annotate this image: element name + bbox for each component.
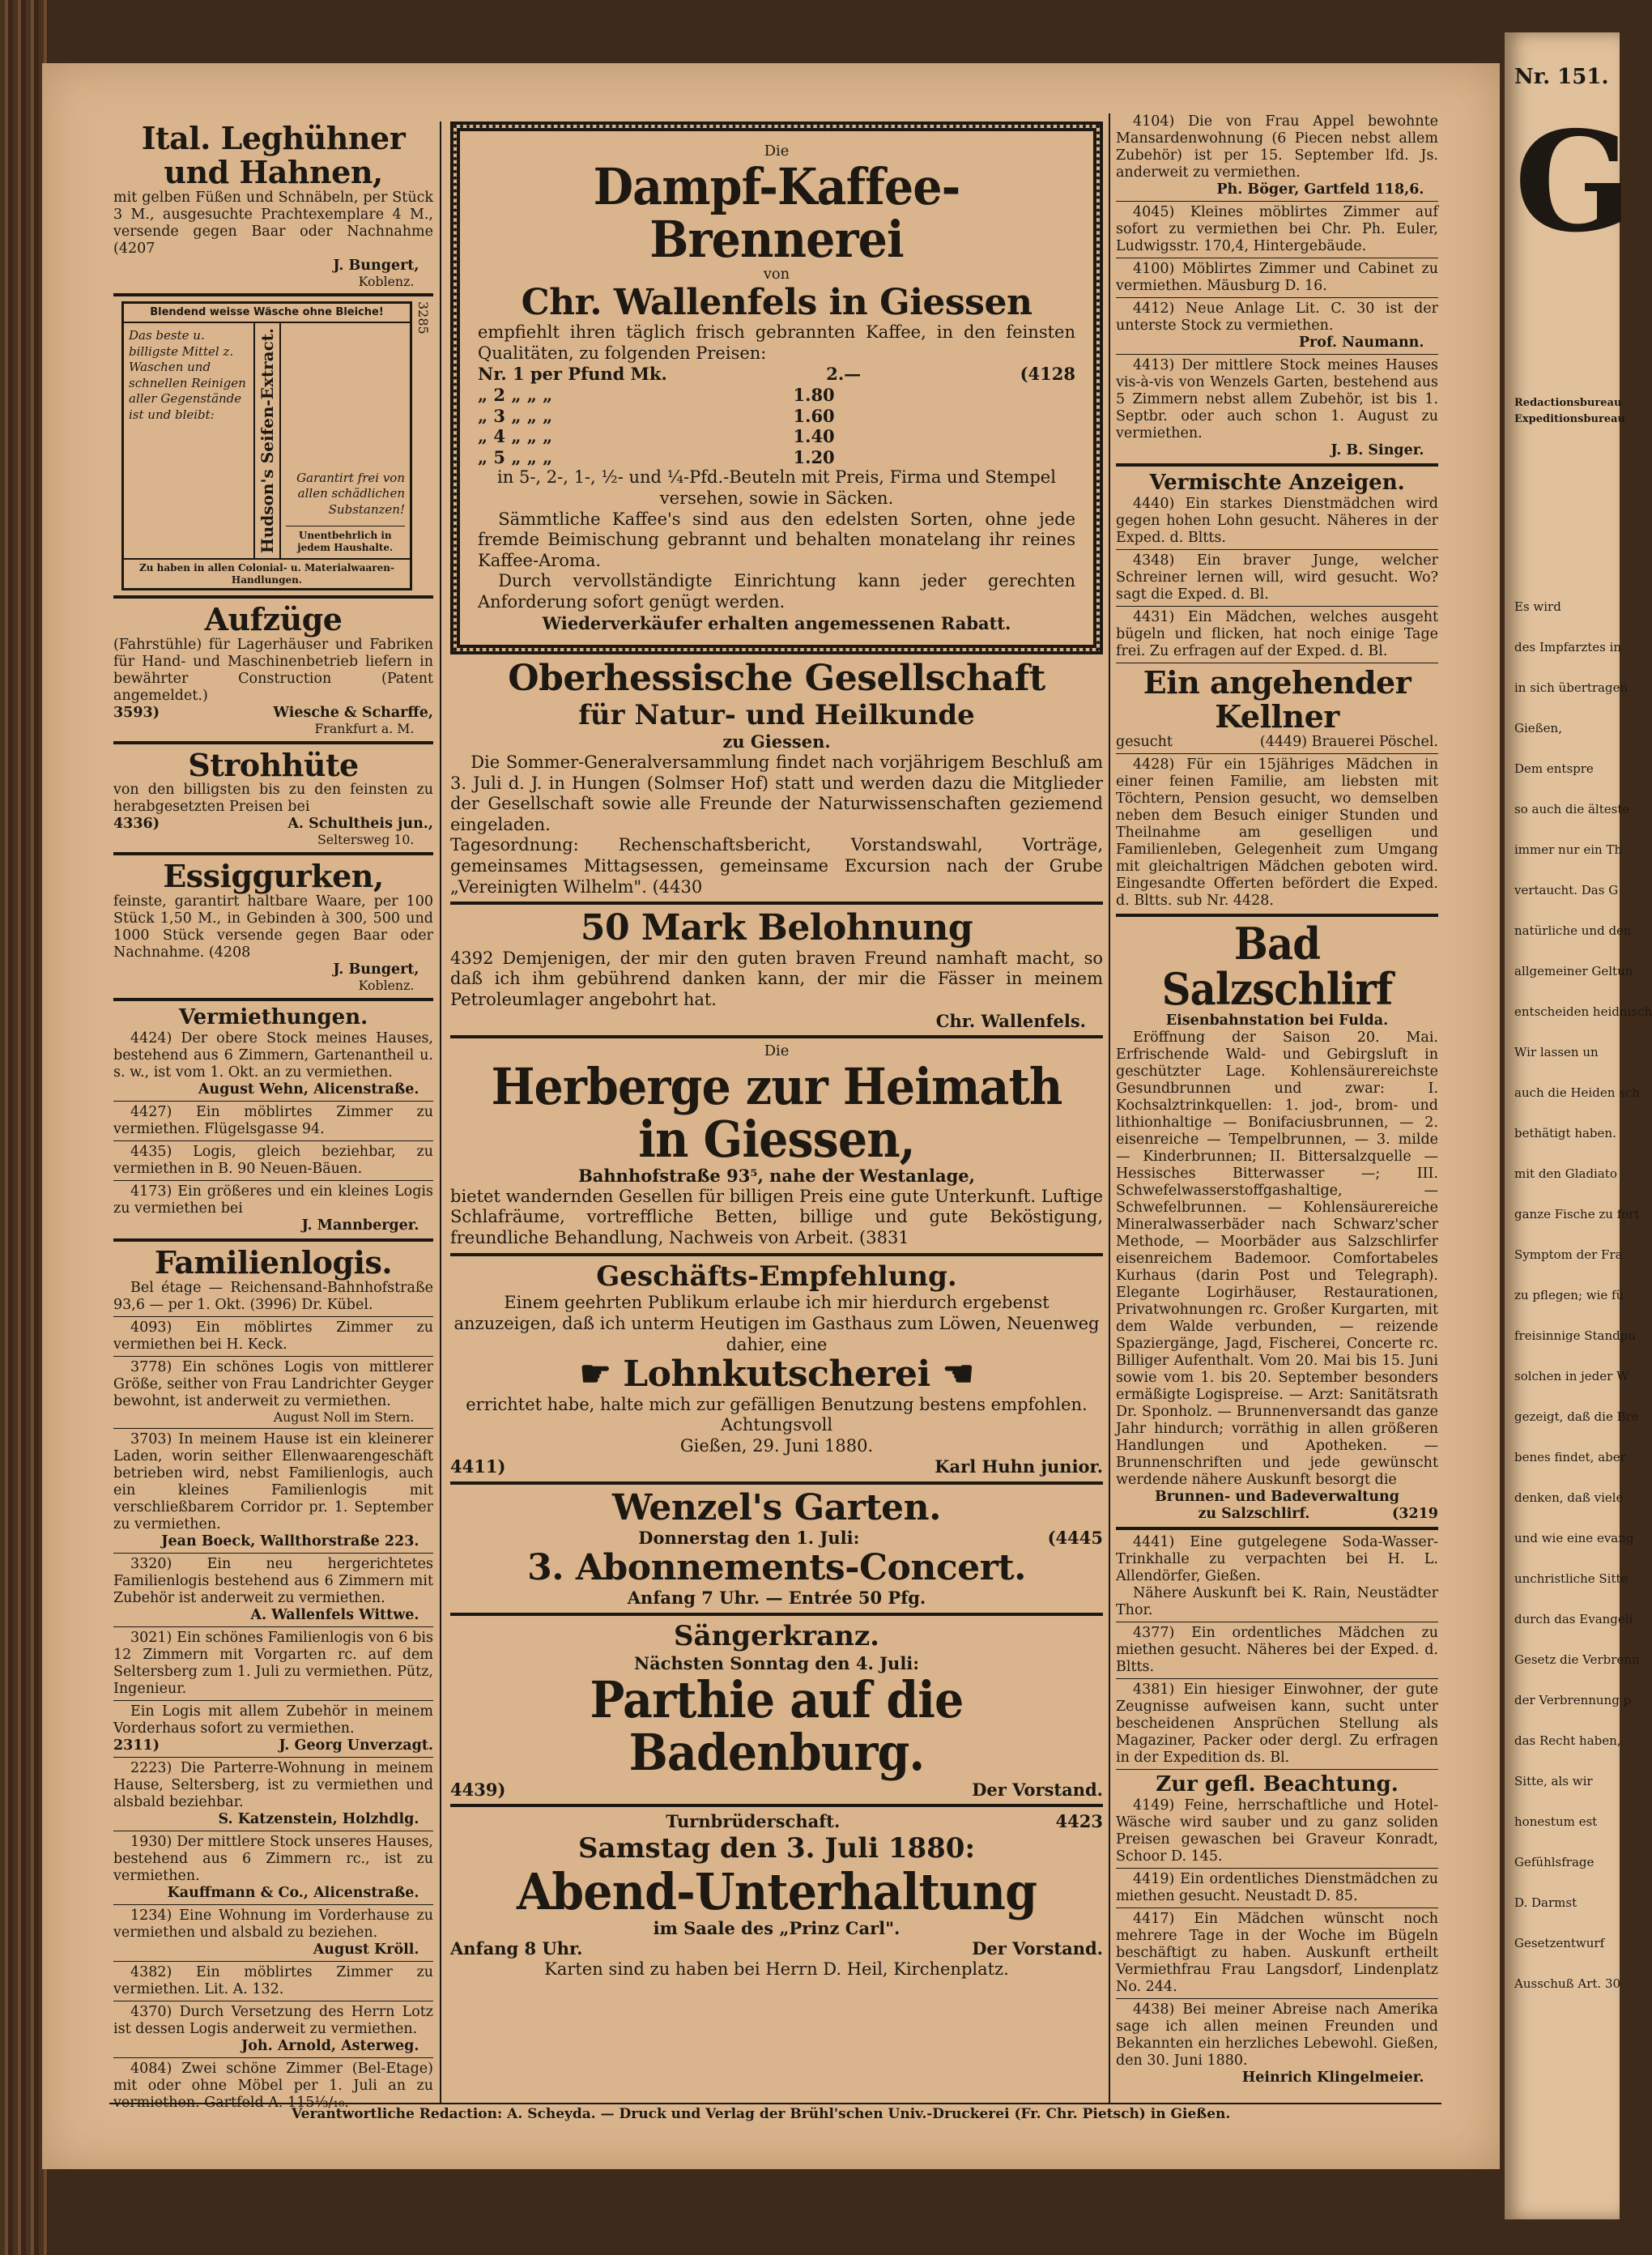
divider <box>113 1626 433 1627</box>
ad-paragraph: Ein Logis mit allem Zubehör in meinem Vorderhaus sofort zu vermiethen. <box>113 1703 433 1737</box>
ad-line-cell: Der Vorstand. <box>972 1938 1103 1959</box>
next-page-text-fragment: solchen in jeder W <box>1514 1369 1629 1383</box>
ad-headline: 50 Mark Belohnung <box>580 907 973 949</box>
divider <box>113 1553 433 1554</box>
section-title: Geschäfts-Empfehlung. <box>596 1260 957 1293</box>
ad-small-text: Die <box>764 1042 790 1060</box>
divider <box>1116 1998 1438 1999</box>
divider <box>450 1253 1103 1256</box>
hudson-soap-ad <box>121 301 412 590</box>
ad-paragraph: 4377) Ein ordentliches Mädchen zu miethen gesucht. Näheres bei der Exped. d. Bltts. <box>1116 1625 1438 1676</box>
next-page-text-fragment: so auch die älteste <box>1514 802 1630 816</box>
bureau-line: Redactionsbureau <box>1514 397 1622 409</box>
ad-address: Seltersweg 10. <box>317 832 415 848</box>
divider <box>450 1613 1103 1616</box>
ad-number: 3285 <box>415 301 432 335</box>
ad-line-cell: Karl Huhn junior. <box>935 1456 1103 1477</box>
ad-paragraph: 4424) Der obere Stock meines Hauses, bestehend aus 6 Zimmern, Gartenantheil u. s. w., ist vom 1. Okt. an zu vermiethen. <box>113 1030 433 1081</box>
next-page-text-fragment: Sitte, als wir <box>1514 1774 1593 1788</box>
divider <box>113 741 433 744</box>
ad-line-cell: 1.60 <box>793 405 835 426</box>
ad-paragraph: 4431) Ein Mädchen, welches ausgeht bügeln und flicken, hat noch einige Tage frei. Zu erfragen auf der Exped. d. Bl. <box>1116 609 1438 660</box>
ad-line-cell: „ 2 „ „ „ <box>478 384 553 405</box>
ad-paragraph: 3320) Ein neu hergerichtetes Familienlogis bestehend aus 6 Zimmern mit Zubehör ist anderweit zu vermiethen. <box>113 1555 433 1606</box>
ad-signature: August Kröll. <box>313 1941 419 1958</box>
ad-signature: J. Bungert, <box>333 961 419 978</box>
ad-paragraph: Die Sommer-Generalversammlung findet nach vorjährigem Beschluß am 3. Juli d. J. in Hungen (Solmser Hof) statt und werden dazu die Mitglieder der Gesellschaft sowie alle Freunde der Naturwissenschaften geziemend eingeladen. <box>450 752 1103 834</box>
ad-text-centered: Einem geehrten Publikum erlaube ich mir hierdurch ergebenst anzuzeigen, daß ich unterm Heutigen im Gasthaus zum Löwen, Neuenweg dahier, eine <box>453 1293 1100 1354</box>
ad-paragraph: 4427) Ein möblirtes Zimmer zu vermiethen. Flügelsgasse 94. <box>113 1104 433 1138</box>
ad-signature: J. Bungert, <box>333 257 419 274</box>
next-page-text-fragment: des Impfarztes in <box>1514 640 1622 654</box>
divider <box>1116 201 1438 202</box>
divider <box>113 2057 433 2058</box>
right-column <box>1116 113 1438 2102</box>
ad-text-emphasis: Brunnen- und Badeverwaltung <box>1154 1489 1399 1506</box>
divider <box>113 595 433 599</box>
divider <box>113 1316 433 1317</box>
section-title: Zur gefl. Beachtung. <box>1156 1772 1399 1797</box>
ad-line <box>450 1938 1103 1959</box>
ad-display-title: Bad Salzschlirf <box>1161 917 1393 1016</box>
ad-signature: Prof. Naumann. <box>1298 335 1424 351</box>
ad-paragraph: 4045) Kleines möblirtes Zimmer auf sofort zu vermiethen bei Chr. Ph. Euler, Ludwigsstr. 170,4, Hintergebäude. <box>1116 204 1438 254</box>
divider <box>113 1757 433 1758</box>
ad-banner: Blendend weisse Wäsche ohne Bleiche! <box>124 304 410 323</box>
ad-line-cell: Nr. 1 per Pfund Mk. <box>478 364 667 385</box>
ad-signature: Ph. Böger, Gartfeld 118,6. <box>1216 181 1424 198</box>
ad-line <box>478 447 1075 468</box>
ad-paragraph: 4417) Ein Mädchen wünscht noch mehrere Tage in der Woche im Bügeln beschäftigt zu haben. Auskunft ertheilt Vermiethfrau Frau Langsdorf, Lindenplatz No. 244. <box>1116 1911 1438 1996</box>
ad-signature: Kauffmann & Co., Alicenstraße. <box>167 1884 419 1901</box>
ad-text-emphasis: Bahnhofstraße 93⁵, nahe der Westanlage, <box>578 1166 975 1187</box>
section-title: Vermiethungen. <box>178 1005 368 1030</box>
ad-paragraph: von den billigsten bis zu den feinsten zu herabgesetzten Preisen bei <box>113 782 433 816</box>
next-page-text-fragment: freisinnige Standpu <box>1514 1328 1637 1343</box>
ad-small-text: von <box>763 265 790 283</box>
next-page-text-fragment: denken, daß viele <box>1514 1490 1624 1505</box>
ad-line-cell: (3219 <box>1392 1506 1438 1523</box>
ad-small-text: Die <box>764 143 790 160</box>
ad-paragraph: 4413) Der mittlere Stock meines Hauses vis-à-vis von Wenzels Garten, bestehend aus 5 Zimmern nebst allem Zubehör, ist bis 1. Septbr. oder auch schon 1. August zu vermiethen. <box>1116 357 1438 441</box>
next-page-text-fragment: Wir lassen un <box>1514 1045 1599 1059</box>
divider <box>1116 1769 1438 1770</box>
ad-headline: Familienlogis. <box>154 1244 393 1281</box>
ad-signature: Chr. Wallenfels. <box>935 1010 1086 1031</box>
ad-headline: Aufzüge <box>204 600 343 637</box>
column-divider <box>1109 113 1110 2104</box>
ad-paragraph: empfiehlt ihren täglich frisch gebrannten Kaffee, in den feinsten Qualitäten, zu folgenden Preisen: <box>478 322 1075 363</box>
ad-headline: Chr. Wallenfels in Giessen <box>521 281 1032 323</box>
ad-headline: Ital. Leghühner und Hahnen, <box>141 120 406 190</box>
ad-footer: Zu haben in allen Colonial- u. Materialwaaren-Handlungen. <box>124 558 410 588</box>
column-divider <box>440 121 441 2104</box>
ad-line-cell: 2311) <box>113 1737 160 1754</box>
ad-text-emphasis: Eisenbahnstation bei Fulda. <box>1165 1012 1389 1029</box>
ad-line <box>113 816 433 833</box>
ad-signature: J. Mannberger. <box>301 1217 419 1234</box>
section-title: Vermischte Anzeigen. <box>1149 471 1405 495</box>
ad-paragraph: 4149) Feine, herrschaftliche und Hotel-Wäsche wird sauber und zu ganz soliden Preisen gewaschen bei Graveur Konradt, Schoor D. 145. <box>1116 1797 1438 1865</box>
ad-headline: Essiggurken, <box>163 858 384 895</box>
ad-address: Koblenz. <box>358 273 415 289</box>
ad-paragraph: Eröffnung der Saison 20. Mai. Erfrischende Wald- und Gebirgsluft in geschützter Lage. Kohlensäurereichste Gesundbrunnen und zwar: I. Kochsalztrinkquellen: 1. jod-, brom- und lithionhaltige — Bonifaciusbrunnen, — 2. eisenreiche — Tempelbrunnen, — 3. milde — Kinderbrunnen; II. Bittersalzquelle — Hessisches Bitterwasser —; III. Schwefelwasserstoffgashaltige, — Schwefelbrunnen. — Kohlensäurereiche Mineralwasserbäder nach Schwarz'scher Methode, — Moorbäder aus Salzschlirfer eisenreichem Bademoor. Comfortabeles Kurhaus (darin Post und Telegraph). Elegante Logirhäuser, Restaurationen, Privatwohnungen rc. Großer Kurgarten, mit dem Walde verbunden, — reizende Spaziergänge, Jagd, Fischerei, Concerte rc. Billiger Aufenthalt. Vom 20. Mai bis 15. Juni sowie vom 1. bis 20. September besonders ermäßigte Logispreise. — Arzt: Sanitätsrath Dr. Sponholz. — Brunnenversandt das ganze Jahr hindurch; vorräthig in allen größeren Handlungen und Apotheken. — Brunnenschriften und jede gewünscht werdende nähere Auskunft besorgt die <box>1116 1029 1438 1489</box>
ad-headline: Oberhessische Gesellschaft <box>508 658 1045 700</box>
ad-paragraph: Nähere Auskunft bei K. Rain, Neustädter Thor. <box>1116 1585 1438 1619</box>
hudson-soap-ad-wrapper <box>121 301 433 590</box>
ad-paragraph: 4441) Eine gutgelegene Soda-Wasser-Trinkhalle zu verpachten bei H. L. Allendörfer, Gießen. <box>1116 1534 1438 1585</box>
ad-line-cell: (4128 <box>1020 364 1075 385</box>
ad-paragraph: 4428) Für ein 15jähriges Mädchen in einer feinen Familie, am liebsten mit Töchtern, Pension gesucht, wo demselben neben dem Besuch einiger Stunden und Theilnahme am geselligen und Familienleben, Gelegenheit zum Umgang mit gleichaltrigen Mädchen geboten wird. Eingesandte Offerten befördert die Exped. d. Bltts. sub Nr. 4428. <box>1116 756 1438 909</box>
divider <box>1116 1678 1438 1679</box>
divider <box>1116 463 1438 467</box>
ad-line-cell: 4423 <box>1055 1811 1103 1832</box>
next-page-text-fragment: immer nur ein Th <box>1514 842 1623 857</box>
ad-paragraph: 4382) Ein möblirtes Zimmer zu vermiethen. Lit. A. 132. <box>113 1963 433 1997</box>
ad-paragraph: 1234) Eine Wohnung im Vorderhause zu vermiethen und alsbald zu beziehen. <box>113 1907 433 1941</box>
ad-text-emphasis: im Saale des „Prinz Carl". <box>653 1917 901 1938</box>
ad-line-cell: (4449) Brauerei Pöschel. <box>1259 733 1438 750</box>
divider <box>450 1804 1103 1807</box>
ad-line <box>450 1528 1103 1549</box>
next-page-text-fragment: und wie eine evang <box>1514 1531 1634 1545</box>
next-page-text-fragment: natürliche und den <box>1514 923 1632 938</box>
divider <box>113 1961 433 1962</box>
ad-text-centered: errichtet habe, halte mich zur gefälligen Benutzung bestens empfohlen. Achtungsvoll <box>466 1394 1088 1435</box>
ad-address: August Noll im Stern. <box>273 1409 415 1426</box>
divider <box>1116 297 1438 298</box>
next-page-text-fragment: durch das Evangeli <box>1514 1612 1633 1626</box>
divider <box>1116 1527 1438 1530</box>
ad-paragraph: Tagesordnung: Rechenschaftsbericht, Vorstandswahl, Vorträge, gemeinsames Mittagsessen, gemeinsame Excursion nach der Grube „Vereinigten Wilhelm". (4430 <box>450 835 1103 897</box>
ad-display-title: Abend-Unterhaltung <box>516 1861 1037 1921</box>
ad-text: Garantirt frei von allen schädlichen Substanzen! <box>296 470 405 517</box>
ad-line <box>1116 734 1438 751</box>
next-page-text-fragment: das Recht haben, <box>1514 1733 1621 1748</box>
ad-line-cell: gesucht <box>1116 733 1173 750</box>
ad-line <box>478 406 1075 427</box>
ad-signature: Joh. Arnold, Asterweg. <box>241 2037 419 2054</box>
next-page-text-fragment: in sich übertragen <box>1514 680 1629 695</box>
ad-line-cell: Anfang 8 Uhr. <box>450 1938 583 1959</box>
ad-line-cell: J. Georg Unverzagt. <box>279 1737 433 1754</box>
ad-line-cell: 3593) <box>113 704 160 721</box>
ad-line-cell: Turnbrüderschaft. <box>666 1811 841 1832</box>
ad-text-emphasis: zu Giessen. <box>722 731 831 752</box>
next-page-text-fragment: benes findet, aber <box>1514 1450 1626 1464</box>
ad-text-centered: Gießen, 29. Juni 1880. <box>679 1435 874 1456</box>
ad-line <box>113 705 433 722</box>
ad-line <box>450 1456 1103 1477</box>
ad-display-title: Parthie auf die Badenburg. <box>590 1670 964 1783</box>
ad-paragraph: 3021) Ein schönes Familienlogis von 6 bis 12 Zimmern mit Vorgarten rc. auf dem Seltersberg zum 1. Juli zu vermiethen. Pütz, Ingenieur. <box>113 1629 433 1697</box>
middle-column <box>450 121 1103 2102</box>
ad-paragraph: 3778) Ein schönes Logis von mittlerer Größe, seither von Frau Landrichter Geyger bewohnt, ist anderweit zu vermiethen. <box>113 1359 433 1410</box>
next-page-text-fragment: entscheiden heidnisch <box>1514 1004 1652 1019</box>
next-page-text-fragment: Gesetzentwurf <box>1514 1936 1605 1950</box>
next-page-text-fragment: D. Darmst <box>1514 1895 1577 1910</box>
ad-signature: S. Katzenstein, Holzhdlg. <box>218 1810 419 1827</box>
ad-paragraph: 4370) Durch Versetzung des Herrn Lotz ist dessen Logis anderweit zu vermiethen. <box>113 2003 433 2037</box>
ad-headline: ☛ Lohnkutscherei ☚ <box>579 1353 974 1396</box>
divider <box>113 998 433 1001</box>
ad-line-cell: Donnerstag den 1. Juli: <box>638 1528 860 1549</box>
section-title: Sängerkranz. <box>674 1619 879 1652</box>
section-title: für Natur- und Heilkunde <box>578 698 975 731</box>
divider <box>113 1140 433 1141</box>
ad-signature: Jean Boeck, Wallthorstraße 223. <box>161 1532 419 1550</box>
divider <box>1116 1868 1438 1869</box>
ad-line <box>478 385 1075 406</box>
divider <box>113 293 433 296</box>
ad-paragraph: 1930) Der mittlere Stock unseres Hauses, bestehend aus 6 Zimmern rc., ist zu vermiethen. <box>113 1833 433 1884</box>
imprint-footer: Verantwortliche Redaction: A. Scheyda. — Druck und Verlag der Brühl'schen Univ.-Druckerei (Fr. Chr. Pietsch) in Gießen. <box>292 2106 1231 2122</box>
ad-line <box>450 1811 1103 1832</box>
divider <box>113 852 433 855</box>
ad-paragraph: 4438) Bei meiner Abreise nach Amerika sage ich allen meinen Freunden und Bekannten ein herzliches Lebewohl. Gießen, den 30. Juni 1880. <box>1116 2001 1438 2070</box>
ad-line <box>478 426 1075 447</box>
next-page-text-fragment: Ausschuß Art. 30 <box>1514 1976 1621 1991</box>
ad-line-cell: Wiesche & Scharffe, <box>273 704 433 721</box>
ad-headline: 3. Abonnements-Concert. <box>527 1546 1026 1588</box>
ad-paragraph: 4392 Demjenigen, der mir den guten braven Freund namhaft macht, so daß ich ihm gebührend danken kann, der mir die Fässer in meinem Petroleumlager angebohrt hat. <box>450 948 1103 1009</box>
ad-paragraph: 4440) Ein starkes Dienstmädchen wird gegen hohen Lohn gesucht. Näheres in der Exped. d. Bltts. <box>1116 496 1438 547</box>
ad-paragraph: 4381) Ein hiesiger Einwohner, der gute Zeugnisse aufweisen kann, sucht unter bescheidenen Ansprüchen Stellung als Magaziner, Packer oder dergl. Zu erfragen in der Expedition ds. Bl. <box>1116 1682 1438 1767</box>
divider <box>1116 606 1438 607</box>
next-page-text-fragment: Es wird <box>1514 599 1561 614</box>
ad-display-title: Dampf-Kaffee-Brennerei <box>593 156 960 269</box>
next-page-edge <box>1505 32 1652 2219</box>
ad-line-cell: A. Schultheis jun., <box>287 816 433 833</box>
ad-signature: J. B. Singer. <box>1331 442 1424 458</box>
divider <box>113 1428 433 1429</box>
ad-text-centered: in 5-, 2-, 1-, ½- und ¼-Pfd.-Beuteln mit Preis, Firma und Stempel versehen, sowie in Säcken. <box>497 467 1056 508</box>
ad-line-cell: „ 5 „ „ „ <box>478 446 553 467</box>
next-page-text-fragment: vertaucht. Das G <box>1514 883 1619 897</box>
next-page-text-fragment: auch die Heiden sch <box>1514 1085 1640 1100</box>
next-page-text-fragment: honestum est <box>1514 1814 1598 1829</box>
ad-line <box>478 364 1075 385</box>
divider <box>450 1481 1103 1485</box>
product-band: Hudson's Seifen-Extract. <box>253 323 281 558</box>
divider <box>1116 549 1438 550</box>
ad-headline: Wenzel's Garten. <box>612 1486 941 1528</box>
ad-line-cell: Der Vorstand. <box>972 1779 1103 1800</box>
divider <box>1116 914 1438 917</box>
ad-text-centered: Karten sind zu haben bei Herrn D. Heil, Kirchenplatz. <box>544 1959 1009 1979</box>
bureau-line: Expeditionsbureau <box>1514 413 1625 425</box>
ad-line-cell: 4411) <box>450 1456 506 1477</box>
divider <box>450 902 1103 905</box>
next-page-text-fragment: mit den Gladiato <box>1514 1166 1617 1181</box>
ad-paragraph: mit gelben Füßen und Schnäbeln, per Stück 3 M., ausgesuchte Prachtexemplare 4 M., versende gegen Baar oder Nachnahme (4207 <box>113 189 433 257</box>
book-binding <box>0 0 49 2255</box>
ad-line-cell: „ 4 „ „ „ <box>478 426 553 447</box>
ad-line-cell: 4439) <box>450 1779 506 1800</box>
ad-paragraph: 2223) Die Parterre-Wohnung in meinem Hause, Seltersberg, ist zu vermiethen und alsbald beziehbar. <box>113 1759 433 1810</box>
ad-body <box>124 323 410 558</box>
next-page-text-fragment: Symptom der Fra <box>1514 1247 1623 1262</box>
next-page-text-fragment: Gesetz die Verbrenn <box>1514 1652 1640 1667</box>
divider <box>113 1180 433 1181</box>
ad-line-cell: (4445 <box>1047 1528 1103 1549</box>
ad-paragraph: 4435) Logis, gleich beziehbar, zu vermiethen in B. 90 Neuen-Bäuen. <box>113 1144 433 1178</box>
left-column <box>113 120 433 2111</box>
next-page-text-fragment: bethätigt haben. <box>1514 1126 1616 1140</box>
ad-paragraph: (Fahrstühle) für Lagerhäuser und Fabriken für Hand- und Maschinenbetrieb liefern in bewährter Construction (Patent angemeldet.) <box>113 636 433 704</box>
ornamental-frame-ad <box>450 121 1103 654</box>
next-page-text-fragment: Gießen, <box>1514 721 1562 735</box>
ad-text-emphasis: Anfang 7 Uhr. — Entrée 50 Pfg. <box>627 1588 926 1609</box>
ad-paragraph: 4104) Die von Frau Appel bewohnte Mansardenwohnung (6 Piecen nebst allem Zubehör) ist per 15. September lfd. Js. anderweit zu vermiethen. <box>1116 113 1438 181</box>
section-title: Samstag den 3. Juli 1880: <box>578 1831 975 1865</box>
ad-line-cell: 1.80 <box>793 384 835 405</box>
ad-paragraph: bietet wandernden Gesellen für billigen Preis eine gute Unterkunft. Luftige Schlafräume, vortreffliche Betten, billige und gute Beköstigung, freundliche Behandlung, Nachweis von Arbeit. (3831 <box>450 1186 1103 1247</box>
next-page-text-fragment: Gefühlsfrage <box>1514 1855 1595 1869</box>
ad-paragraph: 4173) Ein größeres und ein kleines Logis zu vermiethen bei <box>113 1183 433 1217</box>
next-page-text-fragment: allgemeiner Geltun <box>1514 964 1633 978</box>
ad-paragraph: 4412) Neue Anlage Lit. C. 30 ist der unterste Stock zu vermiethen. <box>1116 301 1438 334</box>
ad-paragraph: 4084) Zwei schöne Zimmer (Bel-Etage) mit oder ohne Möbel per 1. Juli an zu vermiethen. Gartfeld A. 115⅓/₁₀. <box>113 2060 433 2111</box>
next-page-text-fragment: unchristliche Sitte <box>1514 1571 1629 1586</box>
ad-display-title: Herberge zur Heimath in Giessen, <box>491 1056 1062 1169</box>
ad-text: Das beste u. billigste Mittel z. Waschen und schnellen Reinigen aller Gegenstände ist und bleibt: <box>129 328 246 422</box>
next-page-text-fragment: Dem entspre <box>1514 761 1594 776</box>
ad-line-cell: zu Salzschlirf. <box>1198 1506 1310 1523</box>
divider <box>113 1904 433 1905</box>
issue-number: Nr. 151. <box>1514 65 1609 89</box>
ad-paragraph: Durch vervollständigte Einrichtung kann jeder gerechten Anforderung sofort genügt werden. <box>478 571 1075 612</box>
ad-headline: Strohhüte <box>188 746 359 783</box>
ad-address: Koblenz. <box>358 978 415 994</box>
ad-headline: Ein angehender Kellner <box>1143 664 1411 735</box>
ad-paragraph: feinste, garantirt haltbare Waare, per 100 Stück 1,50 M., in Gebinden à 300, 500 und 1000 Stück versende gegen Baar oder Nachnahme. (4208 <box>113 893 433 961</box>
ad-signature: A. Wallenfels Wittwe. <box>250 1606 419 1623</box>
next-page-text-fragment: der Verbrennung p <box>1514 1693 1632 1707</box>
ad-paragraph: 4419) Ein ordentliches Dienstmädchen zu miethen gesucht. Neustadt D. 85. <box>1116 1871 1438 1905</box>
ad-paragraph: Bel étage — Reichensand-Bahnhofstraße 93,6 — per 1. Okt. (3996) Dr. Kübel. <box>113 1280 433 1314</box>
ad-paragraph: 4348) Ein braver Junge, welcher Schreiner lernen will, wird gesucht. Wo? sagt die Exped. d. Bl. <box>1116 552 1438 603</box>
ad-paragraph: Sämmtliche Kaffee's sind aus den edelsten Sorten, ohne jede fremde Beimischung gebrannt und behalten monatelang ihr reines Kaffee-Aroma. <box>478 509 1075 570</box>
ad-right-block <box>281 323 411 558</box>
divider <box>1116 354 1438 355</box>
ad-address: Frankfurt a. M. <box>314 720 415 736</box>
ad-text-emphasis: Nächsten Sonntag den 4. Juli: <box>633 1652 920 1673</box>
divider <box>113 1356 433 1357</box>
ad-line-cell: 1.40 <box>793 426 835 447</box>
divider <box>1116 753 1438 754</box>
ad-line <box>1116 1506 1438 1523</box>
ad-note: Unentbehrlich in jedem Haushalte. <box>286 526 406 553</box>
ad-line-cell: 4336) <box>113 816 160 833</box>
ad-line-cell: 1.20 <box>793 446 835 467</box>
divider <box>113 1101 433 1102</box>
ad-line-cell: „ 3 „ „ „ <box>478 405 553 426</box>
divider <box>113 1238 433 1242</box>
ad-paragraph: 4093) Ein möblirtes Zimmer zu vermiethen bei H. Keck. <box>113 1319 433 1353</box>
ad-signature: Heinrich Klingelmeier. <box>1241 2070 1424 2087</box>
divider <box>113 1700 433 1701</box>
ad-paragraph: 4100) Möblirtes Zimmer und Cabinet zu vermiethen. Mäusburg D. 16. <box>1116 261 1438 294</box>
ad-line-cell: 2.— <box>826 364 862 385</box>
ad-line <box>450 1780 1103 1801</box>
next-page-text-fragment: ganze Fische zu fort <box>1514 1207 1640 1221</box>
masthead-letter: G <box>1514 101 1633 263</box>
ad-signature: August Wehn, Alicenstraße. <box>198 1081 419 1098</box>
ad-paragraph: 3703) In meinem Hause ist ein kleinerer Laden, worin seither Ellenwaarengeschäft betrieben wird, nebst Familienlogis, auch ein kleines Familienlogis mit verschließbarem Corridor pr. 1. September zu vermiethen. <box>113 1430 433 1532</box>
divider <box>450 1035 1103 1038</box>
next-page-text-fragment: gezeigt, daß die Bre <box>1514 1409 1639 1424</box>
next-page-text-fragment: zu pflegen; wie fü <box>1514 1288 1624 1302</box>
ad-line <box>113 1737 433 1754</box>
ad-text-emphasis: Wiederverkäufer erhalten angemessenen Rabatt. <box>542 612 1011 633</box>
